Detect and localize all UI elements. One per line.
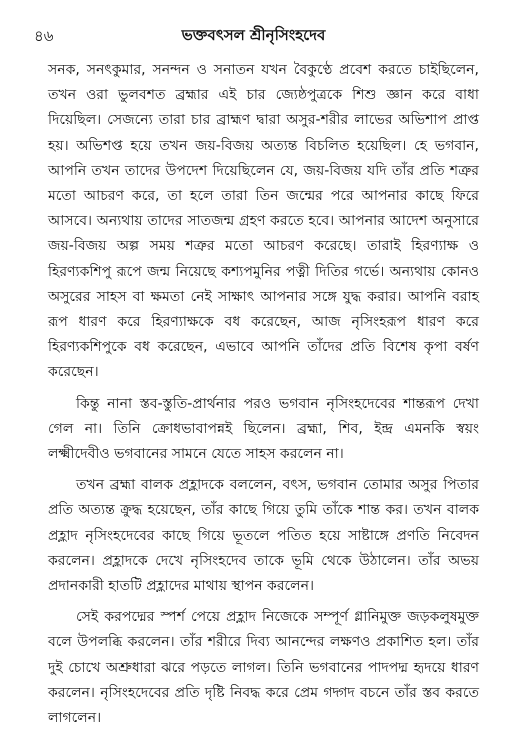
page-header <box>26 0 481 45</box>
page-number: ৪৬ <box>34 27 54 45</box>
running-title: ভক্তবৎসল শ্রীনৃসিংহদেব <box>181 26 326 44</box>
paragraph: কিন্তু নানা স্তব-স্তুতি-প্রার্থনার পরও ভগবান নৃসিংহদেবের শান্তরূপ দেখা গেল না। তিনি ক্রোধভাবাপন্নই ছিলেন। ব্রহ্মা, শিব, ইন্দ্র এমনকি স্বয়ং লক্ষ্মীদেবীও ভগবানের সামনে যেতে সাহস করলেন না। <box>48 395 479 463</box>
paragraph: তখন ব্রহ্মা বালক প্রহ্লাদকে বললেন, বৎস, ভগবান তোমার অসুর পিতার প্রতি অত্যন্ত ক্রুদ্ধ হয়েছেন, তাঁর কাছে গিয়ে তুমি তাঁকে শান্ত কর। তখন বালক প্রহ্লাদ নৃসিংহদেবের কাছে গিয়ে ভূতলে পতিত হয়ে সাষ্টাঙ্গে প্রণতি নিবেদন করলেন। প্রহ্লাদকে দেখে নৃসিংহদেব তাকে ভূমি থেকে উঠালেন। তাঁর অভয় প্রদানকারী হাতটি প্রহ্লাদের মাথায় স্থাপন করলেন। <box>48 477 479 595</box>
paragraph: সেই করপদ্মের স্পর্শ পেয়ে প্রহ্লাদ নিজেকে সম্পূর্ণ গ্লানিমুক্ত জড়কলুষমুক্ত বলে উপলব্ধি করলেন। তাঁর শরীরে দিব্য আনন্দের লক্ষণও প্রকাশিত হল। তাঁর দুই চোখে অশ্রুধারা ঝরে পড়তে লাগল। তিনি ভগবানের পাদপদ্ম হৃদয়ে ধারণ করলেন। নৃসিংহদেবের প্রতি দৃষ্টি নিবদ্ধ করে প্রেম গদ্গদ বচনে তাঁর স্তব করতে লাগলেন। <box>48 609 479 727</box>
body-text <box>48 58 479 731</box>
paragraph: সনক, সনৎকুমার, সনন্দন ও সনাতন যখন বৈকুণ্ঠে প্রবেশ করতে চাইছিলেন, তখন ওরা ভুলবশত ব্রহ্মার এই চার জ্যেষ্ঠপুত্রকে শিশু জ্ঞান করে বাধা দিয়েছিল। সেজন্যে তারা চার ব্রাহ্মণ দ্বারা অসুর-শরীর লাভের অভিশাপ প্রাপ্ত হয়। অভিশপ্ত হয়ে তখন জয়-বিজয় অত্যন্ত বিচলিত হয়েছিল। হে ভগবান, আপনি তখন তাদের উপদেশ দিয়েছিলেন যে, জয়-বিজয় যদি তাঁর প্রতি শত্রুর মতো আচরণ করে, তা হলে তারা তিন জন্মের পরে আপনার কাছে ফিরে আসবে। অন্যথায় তাদের সাতজন্ম গ্রহণ করতে হবে। আপনার আদেশ অনুসারে জয়-বিজয় অল্প সময় শত্রুর মতো আচরণ করেছে। তারাই হিরণ্যাক্ষ ও হিরণ্যকশিপু রূপে জন্ম নিয়েছে কশ্যপমুনির পত্নী দিতির গর্ভে। অন্যথায় কোনও অসুরের সাহস বা ক্ষমতা নেই সাক্ষাৎ আপনার সঙ্গে যুদ্ধ করার। আপনি বরাহ রূপ ধারণ করে হিরণ্যাক্ষকে বধ করেছেন, আজ নৃসিংহরূপ ধারণ করে হিরণ্যকশিপুকে বধ করেছেন, এভাবে আপনি তাঁদের প্রতি বিশেষ কৃপা বর্ষণ করেছেন। <box>48 62 479 381</box>
